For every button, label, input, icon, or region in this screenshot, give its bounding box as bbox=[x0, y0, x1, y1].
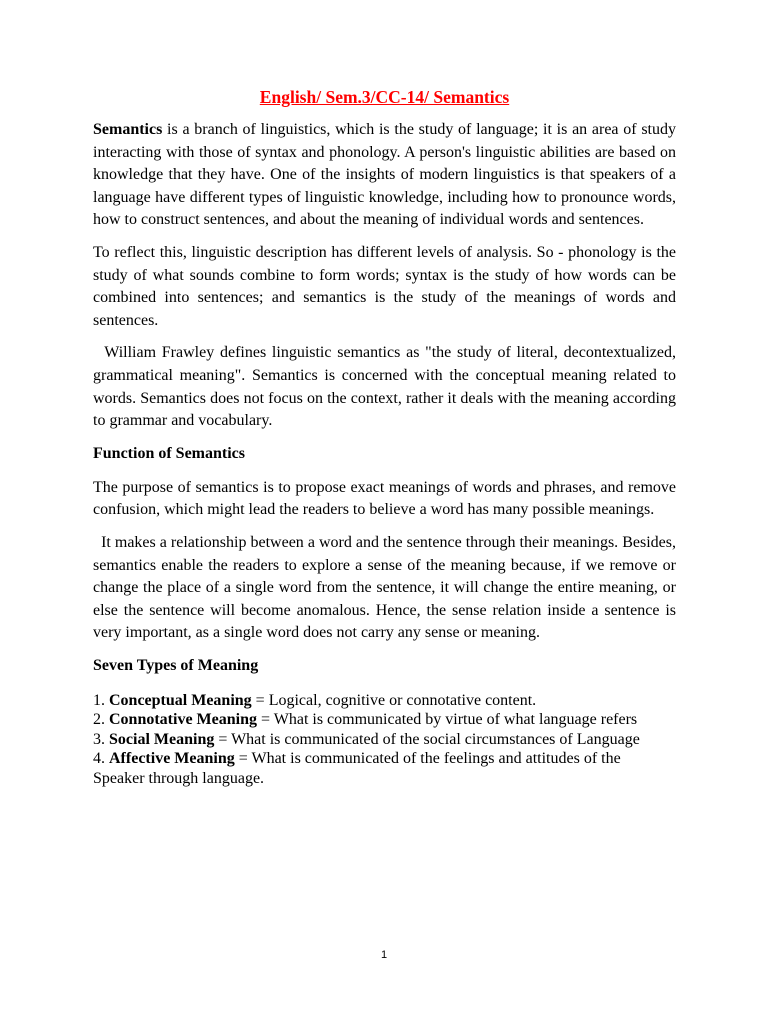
list-item: 4. Affective Meaning = What is communicated of the feelings and attitudes of the Speaker through language. bbox=[93, 750, 621, 787]
document-page bbox=[93, 86, 676, 788]
paragraph-relationship: It makes a relationship between a word and the sentence through their meanings. Besides, semantics enable the readers to explore a sense of the meaning because, if we remove or change the place of a single word from the sentence, it will change the entire meaning, or else the sentence will become anomalous. Hence, the sense relation inside a sentence is very important, as a single word does not carry any sense or meaning. bbox=[93, 533, 676, 642]
heading-types: Seven Types of Meaning bbox=[93, 656, 259, 674]
paragraph-intro bbox=[93, 119, 676, 232]
paragraph-frawley: William Frawley defines linguistic semantics as "the study of literal, decontextualized, grammatical meaning". Semantics is concerned with the conceptual meaning related to words. Semantics does not focus on the context, rather it deals with the meaning according to grammar and vocabulary. bbox=[93, 344, 676, 430]
paragraph-levels: To reflect this, linguistic description has different levels of analysis. So - phonology is the study of what sounds combine to form words; syntax is the study of how words can be combined into sentences; and semantics is the study of the meanings of words and sentences. bbox=[93, 243, 676, 329]
list-item: 3. Social Meaning = What is communicated of the social circumstances of Language bbox=[93, 730, 640, 748]
paragraph-intro-text: is a branch of linguistics, which is the study of language; it is an area of study interacting with those of syntax and phonology. A person's linguistic abilities are based on knowledge that they have. One of the insights of modern linguistics is that speakers of a language have different types of linguistic knowledge, including how to pronounce words, how to construct sentences, and about the meaning of individual words and sentences. bbox=[93, 121, 676, 229]
paragraph-purpose: The purpose of semantics is to propose exact meanings of words and phrases, and remove confusion, which might lead the readers to believe a word has many possible meanings. bbox=[93, 478, 676, 519]
page-number: 1 bbox=[380, 949, 388, 961]
list-item: 1. Conceptual Meaning = Logical, cognitive or connotative content. bbox=[93, 691, 537, 709]
types-list bbox=[93, 691, 676, 789]
heading-function: Function of Semantics bbox=[93, 444, 245, 462]
list-item: 2. Connotative Meaning = What is communicated by virtue of what language refers bbox=[93, 711, 638, 729]
document-title: English/ Sem.3/CC-14/ Semantics bbox=[259, 87, 510, 107]
term-semantics: Semantics bbox=[93, 121, 163, 138]
